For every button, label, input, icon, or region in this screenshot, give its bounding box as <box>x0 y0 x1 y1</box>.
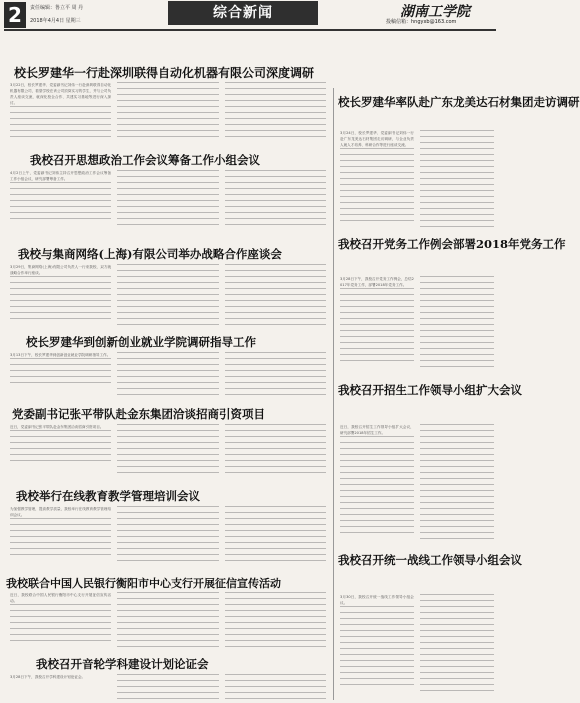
page-number: 2 <box>4 2 26 28</box>
article-body <box>10 506 326 566</box>
newspaper-brand: 湖南工学院 <box>400 4 470 20</box>
article-headline: 校长罗建华率队赴广东龙美达石材集团走访调研 <box>338 95 580 109</box>
article-headline: 党委副书记张平带队赴金东集团洽谈招商引资项目 <box>12 407 265 421</box>
article-headline: 我校举行在线教育教学管理培训会议 <box>16 489 200 503</box>
article-headline: 我校召开党务工作例会部署2018年党务工作 <box>338 237 566 251</box>
article-headline: 我校召开统一战线工作领导小组会议 <box>338 553 522 567</box>
article-body <box>10 82 326 140</box>
article-lead: 3月13日下午，校长罗建华到创新创业就业学院调研指导工作。 <box>10 353 111 357</box>
header-rule <box>4 29 496 31</box>
editors-line: 责任编辑：鲁立平 周 丹 <box>30 5 84 11</box>
column-divider <box>333 88 334 700</box>
article-lead: 3月30日，我校召开统一战线工作领导小组会议。 <box>340 595 414 605</box>
article-body <box>340 594 494 696</box>
article-body <box>10 424 326 478</box>
article-body <box>10 674 326 700</box>
article-headline: 校长罗建华到创新创业就业学院调研指导工作 <box>26 335 256 349</box>
article-body <box>340 424 494 544</box>
article-headline: 我校召开招生工作领导小组扩大会议 <box>338 383 522 397</box>
article-headline: 我校召开思想政治工作会议筹备工作小组会议 <box>30 153 260 167</box>
article-lead: 近日，党委副书记张平带队赴金东集团洽谈招商引资项目。 <box>10 425 104 429</box>
article-body <box>340 276 494 372</box>
article-lead: 3月29日，集商网络(上海)有限公司负责人一行来我校，双方就战略合作举行座谈。 <box>10 265 112 275</box>
article-lead: 为加强教学管理，提高教学质量，我校举行在线教育教学管理培训会议。 <box>10 507 112 517</box>
article-lead: 4月2日上午，党委副书记刘伟主持召开思想政治工作会议筹备工作小组会议，研究部署筹备工作。 <box>10 171 112 181</box>
article-lead: 3月28日下午，我校召开学科建设计划论证会。 <box>10 675 86 679</box>
article-lead: 近日，我校召开招生工作领导小组扩大会议，研究部署2018年招生工作。 <box>340 425 414 435</box>
article-body <box>10 352 326 400</box>
article-headline: 我校召开音轮学科建设计划论证会 <box>36 657 209 671</box>
masthead <box>0 0 500 28</box>
submission-email: 投稿信箱：hngyxb@163.com <box>386 19 457 25</box>
article-headline: 我校联合中国人民银行衡阳市中心支行开展征信宣传活动 <box>6 577 281 590</box>
article-lead: 近日，我校联合中国人民银行衡阳市中心支行开展征信宣传活动。 <box>10 593 112 603</box>
article-lead: 3月24日，校长罗建华、党委副书记刘伟一行赴广东龙美达石材集团走访调研，与企业负责人就人才培养、科研合作等进行座谈交流。 <box>340 131 414 147</box>
article-lead: 3月22日，校长罗建华、党委副书记刘伟一行赴深圳联得自动化机器有限公司，看望学校在该公司顶岗实习的学生，并与公司负责人座谈交流，就深化校企合作、共建实习基地等进行深入探讨。 <box>10 83 112 105</box>
section-title: 综合新闻 <box>168 1 318 25</box>
article-body <box>10 264 326 326</box>
article-headline: 校长罗建华一行赴深圳联得自动化机器有限公司深度调研 <box>14 66 315 80</box>
article-body <box>10 170 326 230</box>
article-body <box>340 130 494 230</box>
article-headline: 我校与集商网络(上海)有限公司举办战略合作座谈会 <box>18 247 282 261</box>
article-body <box>10 592 326 648</box>
issue-date: 2018年4月4日 星期三 <box>30 18 81 24</box>
article-lead: 3月28日下午，我校召开党务工作例会，总结2017年党务工作，部署2018年党务工作。 <box>340 277 414 287</box>
